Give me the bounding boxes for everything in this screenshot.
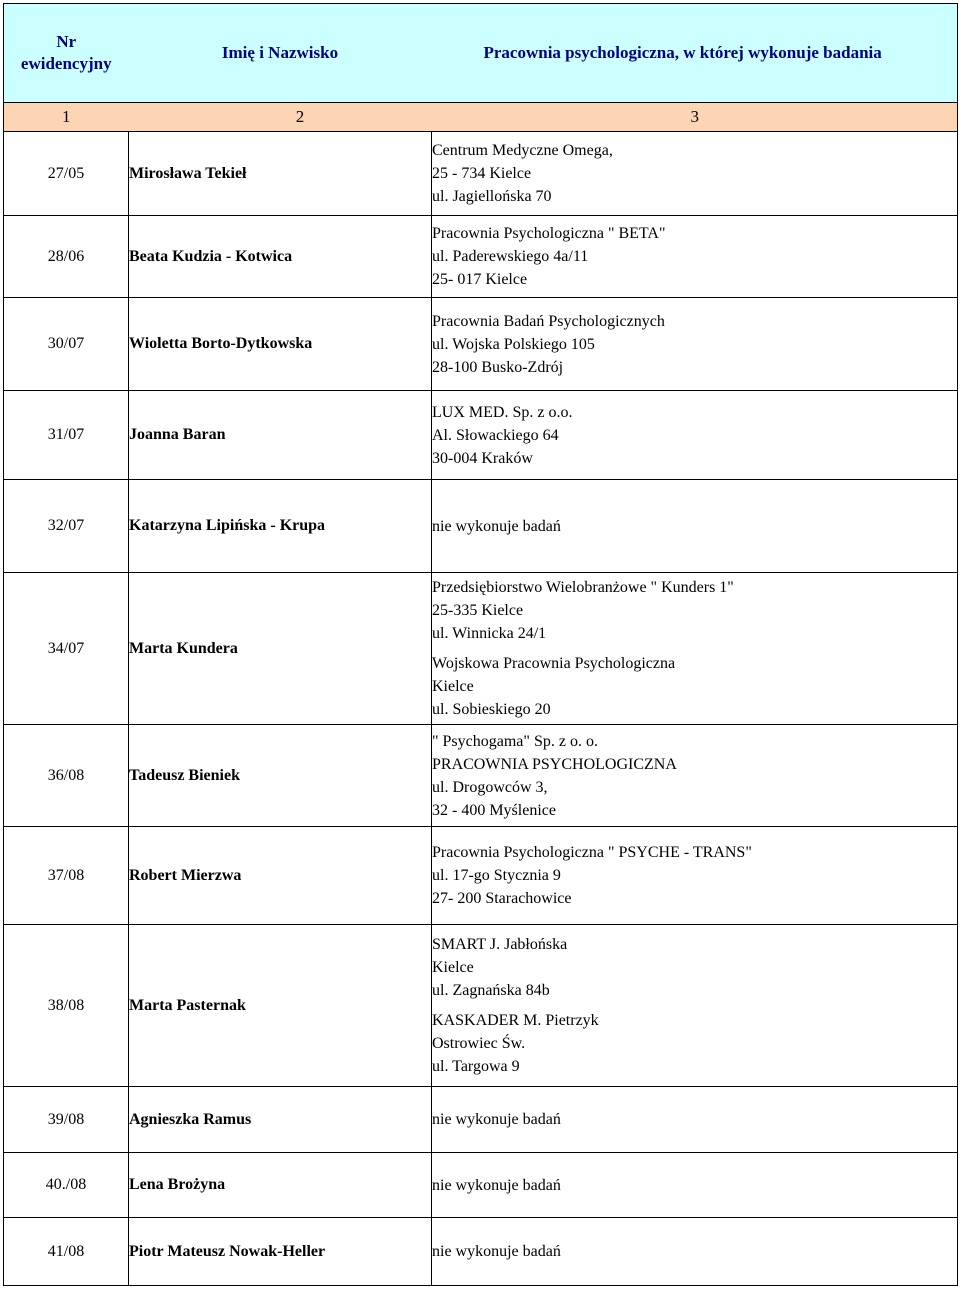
lab-cell	[432, 573, 958, 725]
lab-line: 27- 200 Starachowice	[432, 890, 572, 907]
header-lab: Pracownia psychologiczna, w której wykonuje badania	[432, 4, 958, 103]
lab-line: 30-004 Kraków	[432, 449, 533, 467]
person-name: Marta Pasternak	[129, 925, 432, 1087]
lab-line: nie wykonuje badań	[432, 1243, 561, 1260]
lab-line: ul. Sobieskiego 20	[432, 701, 551, 718]
person-name: Lena Brożyna	[129, 1153, 432, 1218]
lab-line: ul. Zagnańska 84b	[432, 982, 550, 999]
table-row	[4, 725, 958, 827]
column-number-3: 3	[432, 103, 958, 132]
record-number: 32/07	[4, 480, 129, 573]
record-number: 31/07	[4, 391, 129, 480]
record-number: 34/07	[4, 573, 129, 725]
header-nr	[4, 4, 129, 103]
person-name: Mirosława Tekieł	[129, 132, 432, 216]
table-row	[4, 216, 958, 298]
lab-line: Pracownia Badań Psychologicznych	[432, 312, 665, 330]
lab-line: ul. 17-go Stycznia 9	[432, 867, 561, 884]
record-number: 38/08	[4, 925, 129, 1087]
lab-line: 32 - 400 Myślenice	[432, 801, 556, 819]
header-row	[4, 4, 958, 103]
lab-cell	[432, 391, 958, 480]
lab-cell	[432, 132, 958, 216]
lab-line: Kielce	[432, 678, 474, 695]
person-name: Robert Mierzwa	[129, 827, 432, 925]
lab-separator	[432, 1002, 957, 1009]
lab-line: Centrum Medyczne Omega,	[432, 142, 613, 159]
lab-line: ul. Drogowców 3,	[432, 778, 548, 796]
column-number-1: 1	[4, 103, 129, 132]
table-row	[4, 480, 958, 573]
lab-cell	[432, 298, 958, 391]
lab-line: nie wykonuje badań	[432, 1111, 561, 1128]
record-number: 30/07	[4, 298, 129, 391]
lab-line: ul. Targowa 9	[432, 1058, 520, 1075]
column-number-row	[4, 103, 958, 132]
lab-line: 25-335 Kielce	[432, 602, 524, 619]
lab-cell	[432, 1153, 958, 1218]
lab-cell	[432, 725, 958, 827]
column-number-2: 2	[129, 103, 432, 132]
lab-line: PRACOWNIA PSYCHOLOGICZNA	[432, 755, 677, 773]
lab-line: KASKADER M. Pietrzyk	[432, 1012, 599, 1029]
lab-line: Przedsiębiorstwo Wielobranżowe " Kunders 1"	[432, 579, 734, 596]
lab-line: Ostrowiec Św.	[432, 1035, 526, 1052]
lab-cell	[432, 925, 958, 1087]
lab-cell	[432, 827, 958, 925]
table-row	[4, 1087, 958, 1153]
registry-table	[3, 3, 958, 1286]
lab-line: 28-100 Busko-Zdrój	[432, 358, 564, 376]
lab-line: nie wykonuje badań	[432, 1176, 561, 1194]
table-row	[4, 298, 958, 391]
person-name: Agnieszka Ramus	[129, 1087, 432, 1153]
record-number: 37/08	[4, 827, 129, 925]
lab-line: Wojskowa Pracownia Psychologiczna	[432, 655, 676, 672]
lab-line: 25 - 734 Kielce	[432, 165, 532, 182]
table-row	[4, 132, 958, 216]
lab-cell	[432, 1087, 958, 1153]
lab-line: ul. Winnicka 24/1	[432, 625, 547, 642]
person-name: Joanna Baran	[129, 391, 432, 480]
person-name: Katarzyna Lipińska - Krupa	[129, 480, 432, 573]
person-name: Tadeusz Bieniek	[129, 725, 432, 827]
lab-cell	[432, 1218, 958, 1286]
header-name: Imię i Nazwisko	[129, 4, 432, 103]
lab-separator	[432, 645, 957, 652]
lab-line: Kielce	[432, 959, 474, 976]
lab-line: Al. Słowackiego 64	[432, 426, 559, 444]
lab-line: nie wykonuje badań	[432, 517, 561, 535]
person-name: Wioletta Borto-Dytkowska	[129, 298, 432, 391]
record-number: 41/08	[4, 1218, 129, 1286]
table-row	[4, 1218, 958, 1286]
record-number: 40./08	[4, 1153, 129, 1218]
lab-line: Pracownia Psychologiczna " PSYCHE - TRANS"	[432, 844, 752, 861]
lab-line: 25- 017 Kielce	[432, 271, 528, 288]
table-row	[4, 827, 958, 925]
record-number: 36/08	[4, 725, 129, 827]
table-row	[4, 391, 958, 480]
table-row	[4, 1153, 958, 1218]
lab-line: " Psychogama" Sp. z o. o.	[432, 732, 598, 750]
lab-cell	[432, 216, 958, 298]
record-number: 28/06	[4, 216, 129, 298]
person-name: Marta Kundera	[129, 573, 432, 725]
lab-line: Pracownia Psychologiczna " BETA"	[432, 225, 666, 242]
header-nr-text: Nr ewidencyjny	[20, 32, 112, 73]
lab-line: ul. Wojska Polskiego 105	[432, 335, 595, 353]
person-name: Beata Kudzia - Kotwica	[129, 216, 432, 298]
record-number: 39/08	[4, 1087, 129, 1153]
record-number: 27/05	[4, 132, 129, 216]
lab-line: SMART J. Jabłońska	[432, 936, 568, 953]
person-name: Piotr Mateusz Nowak-Heller	[129, 1218, 432, 1286]
lab-cell	[432, 480, 958, 573]
lab-line: ul. Paderewskiego 4a/11	[432, 248, 589, 265]
table-row	[4, 573, 958, 725]
table-row	[4, 925, 958, 1087]
lab-line: ul. Jagiellońska 70	[432, 188, 552, 205]
lab-line: LUX MED. Sp. z o.o.	[432, 403, 573, 421]
